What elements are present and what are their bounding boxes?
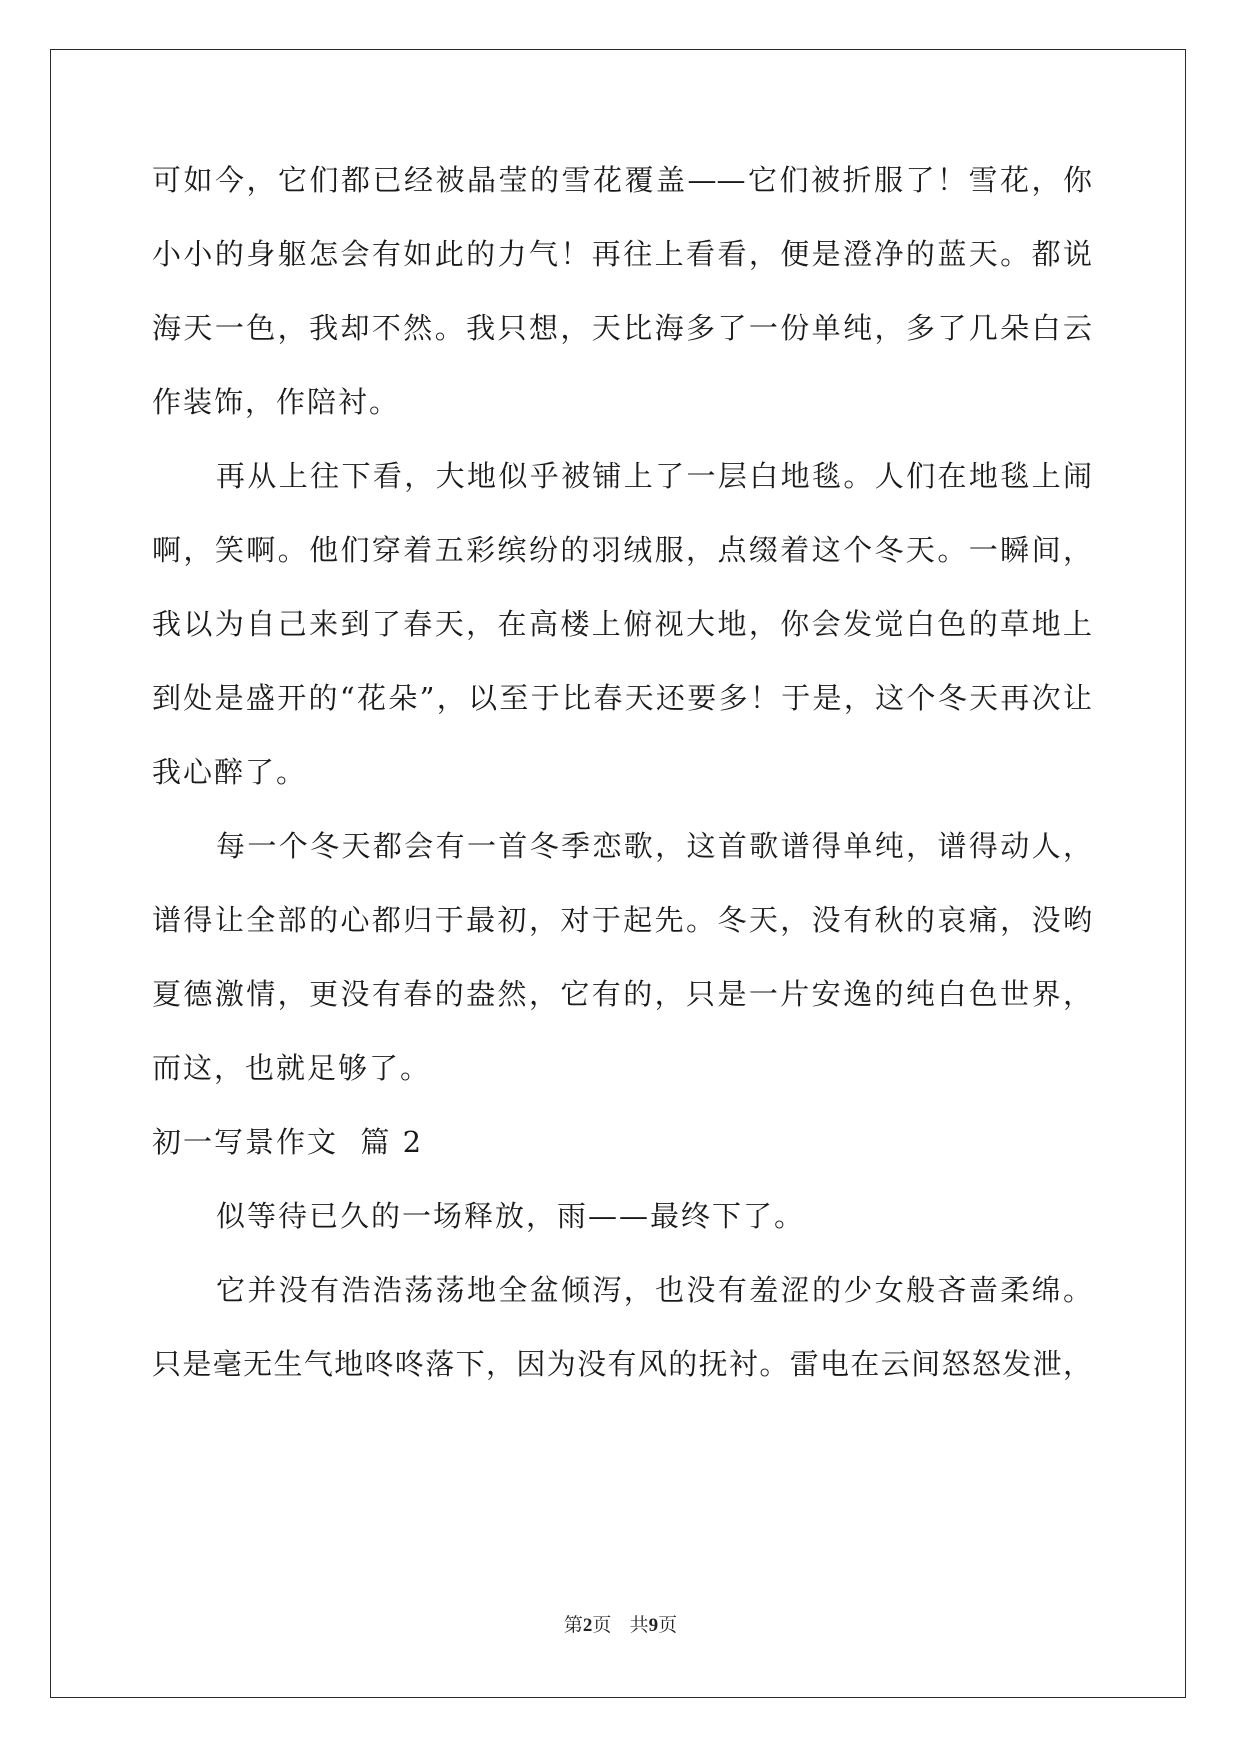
paragraph-first-line: 再从上往下看，大地似乎被铺上了一层白地毯。人们在地毯上闹 [216, 459, 1092, 493]
text-line: 到处是盛开的“花朵”，以至于比春天还要多！于是，这个冬天再次让 [152, 681, 1092, 715]
page-border [50, 49, 1186, 1698]
text-line: 可如今，它们都已经被晶莹的雪花覆盖——它们被折服了！雪花，你 [152, 163, 1092, 197]
paragraph-first-line: 每一个冬天都会有一首冬季恋歌，这首歌谱得单纯，谱得动人， [216, 829, 1092, 863]
page-suffix: 页 [592, 1614, 612, 1636]
text-line: 我心醉了。 [152, 755, 308, 789]
text-line: 谱得让全部的心都归于最初，对于起先。冬天，没有秋的哀痛，没哟 [152, 903, 1092, 937]
page-prefix: 第 [563, 1614, 583, 1636]
text-line: 我以为自己来到了春天，在高楼上俯视大地，你会发觉白色的草地上 [152, 607, 1092, 641]
paragraph-first-line: 似等待已久的一场释放，雨——最终下了。 [216, 1199, 806, 1233]
text-line: 海天一色，我却不然。我只想，天比海多了一份单纯，多了几朵白云 [152, 311, 1092, 345]
total-suffix: 页 [658, 1614, 678, 1636]
page-number: 2 [582, 1615, 593, 1636]
total-prefix: 共 [629, 1614, 649, 1636]
text-line: 啊，笑啊。他们穿着五彩缤纷的羽绒服，点缀着这个冬天。一瞬间， [152, 533, 1092, 567]
text-line: 小小的身躯怎会有如此的力气！再往上看看，便是澄净的蓝天。都说 [152, 237, 1092, 271]
text-line: 夏德激情，更没有春的盎然，它有的，只是一片安逸的纯白色世界， [152, 977, 1092, 1011]
text-line: 而这，也就足够了。 [152, 1051, 432, 1085]
text-line: 作装饰，作陪衬。 [152, 385, 401, 419]
text-line: 只是毫无生气地咚咚落下，因为没有风的抚衬。雷电在云间怒怒发泄， [152, 1347, 1092, 1381]
paragraph-first-line: 它并没有浩浩荡荡地全盆倾泻，也没有羞涩的少女般吝啬柔绵。 [216, 1273, 1092, 1307]
section-heading: 初一写景作文 篇 2 [152, 1125, 424, 1159]
page-footer [0, 1613, 1241, 1638]
total-pages: 9 [648, 1615, 659, 1636]
